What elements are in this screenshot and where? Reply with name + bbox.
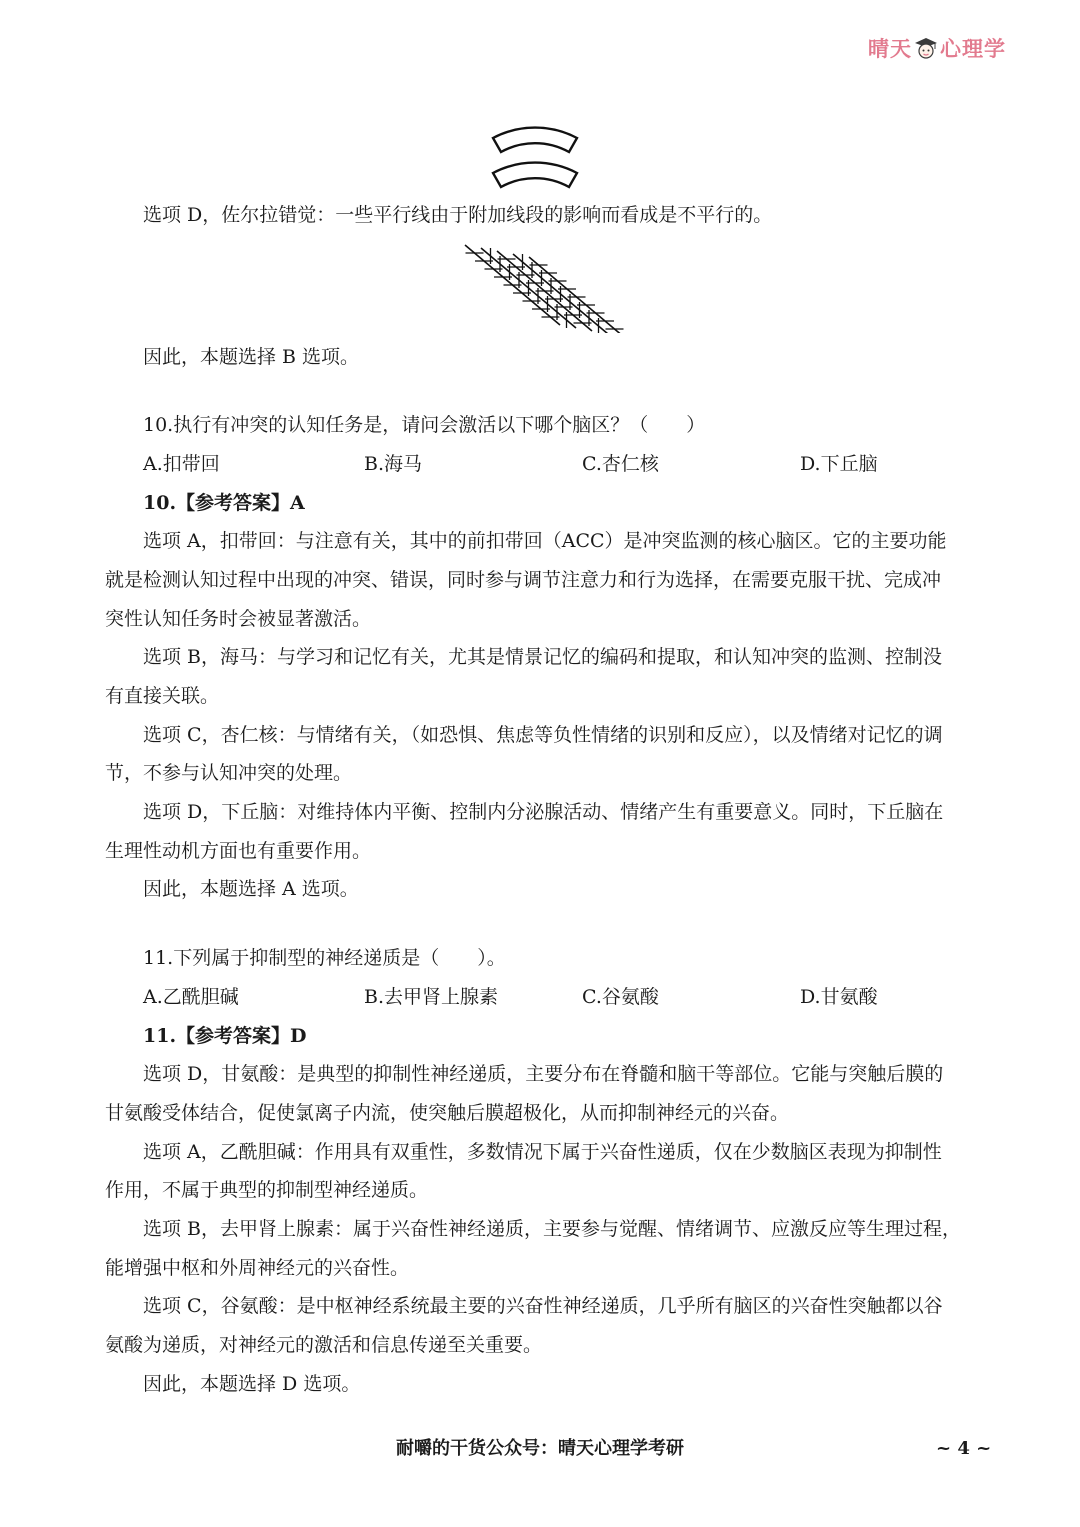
q10-option-b: B.海马 [364,453,423,475]
brand-text-part1: 晴天 [868,37,912,61]
q10-conclusion: 因此，本题选择 A 选项。 [143,878,359,900]
q10-explanation-c-line2: 节，不参与认知冲突的处理。 [105,762,353,784]
page-number: ~ 4 ~ [936,1438,992,1459]
q10-explanation-a-line3: 突性认知任务时会被显著激活。 [105,608,372,630]
q10-stem: 10.执行有冲突的认知任务是，请问会激活以下哪个脑区？（ ） [143,414,706,436]
q10-explanation-b-line2: 有直接关联。 [105,685,220,707]
q11-explanation-c-line1: 选项 C，谷氨酸：是中枢神经系统最主要的兴奋性神经递质，几乎所有脑区的兴奋性突触都以谷 [143,1295,943,1317]
brand-text-part2: 心理学 [940,37,1006,61]
q11-explanation-c-line2: 氨酸为递质，对神经元的激活和信息传递至关重要。 [105,1334,543,1356]
q10-explanation-b-line1: 选项 B，海马：与学习和记忆有关，尤其是情景记忆的编码和提取，和认知冲突的监测、控制没 [143,646,943,668]
q10-option-d: D.下丘脑 [800,453,878,475]
q11-explanation-b-line2: 能增强中枢和外周神经元的兴奋性。 [105,1257,410,1279]
q9-conclusion: 因此，本题选择 B 选项。 [143,346,360,368]
q11-stem: 11.下列属于抑制型的神经递质是（ ）。 [143,947,506,969]
q10-explanation-c-line1: 选项 C，杏仁核：与情绪有关，（如恐惧、焦虑等负性情绪的识别和反应），以及情绪对记忆的调 [143,724,943,746]
q11-option-c: C.谷氨酸 [582,986,659,1008]
footer-title: 耐嚼的干货公众号：晴天心理学考研 [396,1438,684,1459]
q11-option-b: B.去甲肾上腺素 [364,986,499,1008]
q10-explanation-a-line1: 选项 A，扣带回：与注意有关，其中的前扣带回（ACC）是冲突监测的核心脑区。它的主要功能 [143,530,947,552]
student-mascot-icon [913,35,939,61]
q11-explanation-d-line2: 甘氨酸受体结合，促使氯离子内流，使突触后膜超极化，从而抑制神经元的兴奋。 [105,1102,790,1124]
q10-explanation-d-line1: 选项 D，下丘脑：对维持体内平衡、控制内分泌腺活动、情绪产生有重要意义。同时，下丘脑在 [143,801,944,823]
q11-option-a: A.乙酰胆碱 [143,986,239,1008]
q11-option-d: D.甘氨酸 [800,986,878,1008]
q10-answer-label: 10.【参考答案】A [143,492,305,514]
q11-explanation-a-line1: 选项 A，乙酰胆碱：作用具有双重性，多数情况下属于兴奋性递质，仅在少数脑区表现为抑制性 [143,1141,942,1163]
q10-option-c: C.杏仁核 [582,453,659,475]
q10-explanation-a-line2: 就是检测认知过程中出现的冲突、错误，同时参与调节注意力和行为选择，在需要克服干扰、完成冲 [105,569,942,591]
q10-explanation-d-line2: 生理性动机方面也有重要作用。 [105,840,372,862]
q11-explanation-b-line1: 选项 B，去甲肾上腺素：属于兴奋性神经递质，主要参与觉醒、情绪调节、应激反应等生理过程， [143,1218,962,1240]
jastrow-illusion-figure [485,110,585,190]
q11-conclusion: 因此，本题选择 D 选项。 [143,1373,361,1395]
q11-explanation-a-line2: 作用，不属于典型的抑制型神经递质。 [105,1179,429,1201]
q11-answer-label: 11.【参考答案】D [143,1025,307,1047]
q9-option-d-explanation: 选项 D，佐尔拉错觉：一些平行线由于附加线段的影响而看成是不平行的。 [143,204,773,226]
zollner-illusion-figure [455,243,640,333]
brand-logo [868,30,1008,66]
q10-option-a: A.扣带回 [143,453,220,475]
q11-explanation-d-line1: 选项 D，甘氨酸：是典型的抑制性神经递质，主要分布在脊髓和脑干等部位。它能与突触后膜的 [143,1063,944,1085]
